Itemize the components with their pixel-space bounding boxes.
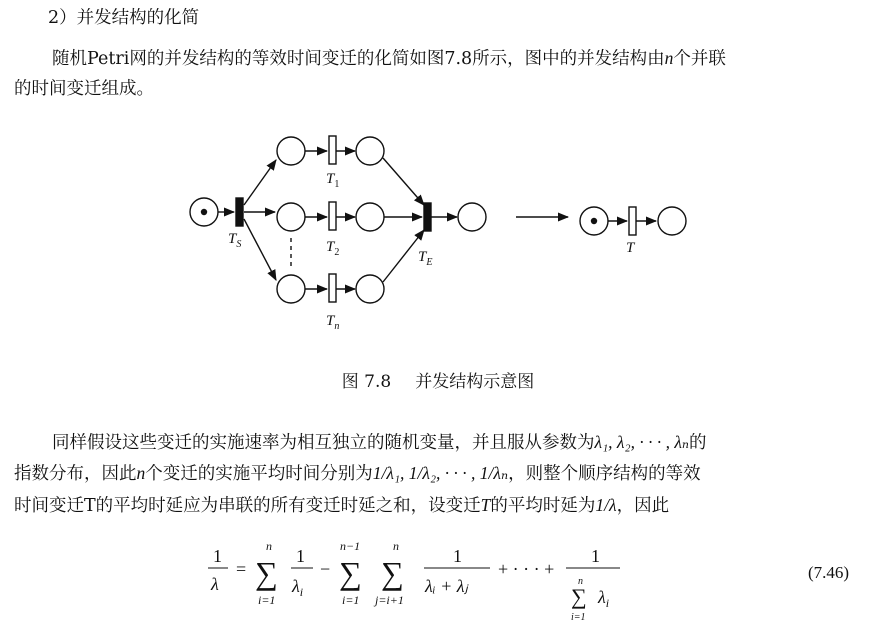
section-heading: 2）并发结构的化简 [48,8,200,28]
var-n: n [136,463,146,483]
eq-sum2-bottom: i=1 [342,593,360,607]
eq-sum1-bottom: i=1 [258,593,276,607]
label-tn: $T_n$ [326,313,340,332]
text: 随机Petri网的并发结构的等效时间变迁的化简如图7.8所示，图中的并发结构由 [52,49,665,69]
caption-text: 并发结构示意图 [415,372,535,392]
lambda-list: λ₁, λ₂, · · · , λₙ [594,432,689,452]
eq-minus: − [320,559,331,579]
label-t2: $T_2$ [326,239,340,258]
eq-denominator-ij: λᵢ + λⱼ [425,576,468,596]
text: 的 [689,433,707,453]
paragraph-1-line-2: 的时间变迁组成。 [14,79,154,99]
eq-one: 1 [213,546,222,566]
equation-number: (7.46) [808,563,850,582]
eq-equals: = [236,559,247,579]
text: 个并联 [673,49,726,69]
eq-one: 1 [296,546,305,566]
eq-sum2-top: n−1 [340,539,361,553]
eq-sum3: ∑ [381,555,404,591]
inverse-lambda-list: 1/λ₁, 1/λ₂, · · · , 1/λₙ [372,463,509,483]
label-ts: $T_S$ [228,231,242,250]
text: 时间变迁T的平均时延应为串联的所有变迁时延之和，设变迁 [14,496,481,516]
eq-sum3-bottom: j=i+1 [375,593,404,607]
label-t1: $T_1$ [326,171,340,190]
var-n: n [664,48,674,68]
eq-lambda-i: $\lambda_i$ [292,576,304,599]
text: 个变迁的实施平均时间分别为 [145,464,373,484]
inverse-lambda: 1/λ [595,495,617,515]
eq-sum2: ∑ [339,555,362,591]
text: 的平均时延为 [490,496,596,516]
eq-lambda-i: $\lambda_i$ [598,587,610,610]
var-t: T [480,495,491,515]
eq-one: 1 [591,546,600,566]
eq-sum1: ∑ [255,555,278,591]
label-te: $T_E$ [418,249,433,268]
label-t: T [626,240,635,256]
eq-sum4-top: n [578,576,583,587]
eq-sum1-top: n [266,539,272,553]
eq-sum4-bottom: i=1 [571,612,586,623]
eq-lambda: λ [211,574,219,594]
eq-sum4: ∑ [571,584,587,609]
eq-dots: + · · · + [498,559,555,579]
caption-number: 图 7.8 [341,372,392,392]
text: 同样假设这些变迁的实施速率为相互独立的随机变量，并且服从参数为 [52,433,595,453]
text: ，因此 [616,496,670,516]
eq-sum3-top: n [393,539,399,553]
text: ，则整个顺序结构的等效 [508,464,701,484]
eq-one: 1 [453,546,462,566]
text: 指数分布，因此 [14,464,137,484]
